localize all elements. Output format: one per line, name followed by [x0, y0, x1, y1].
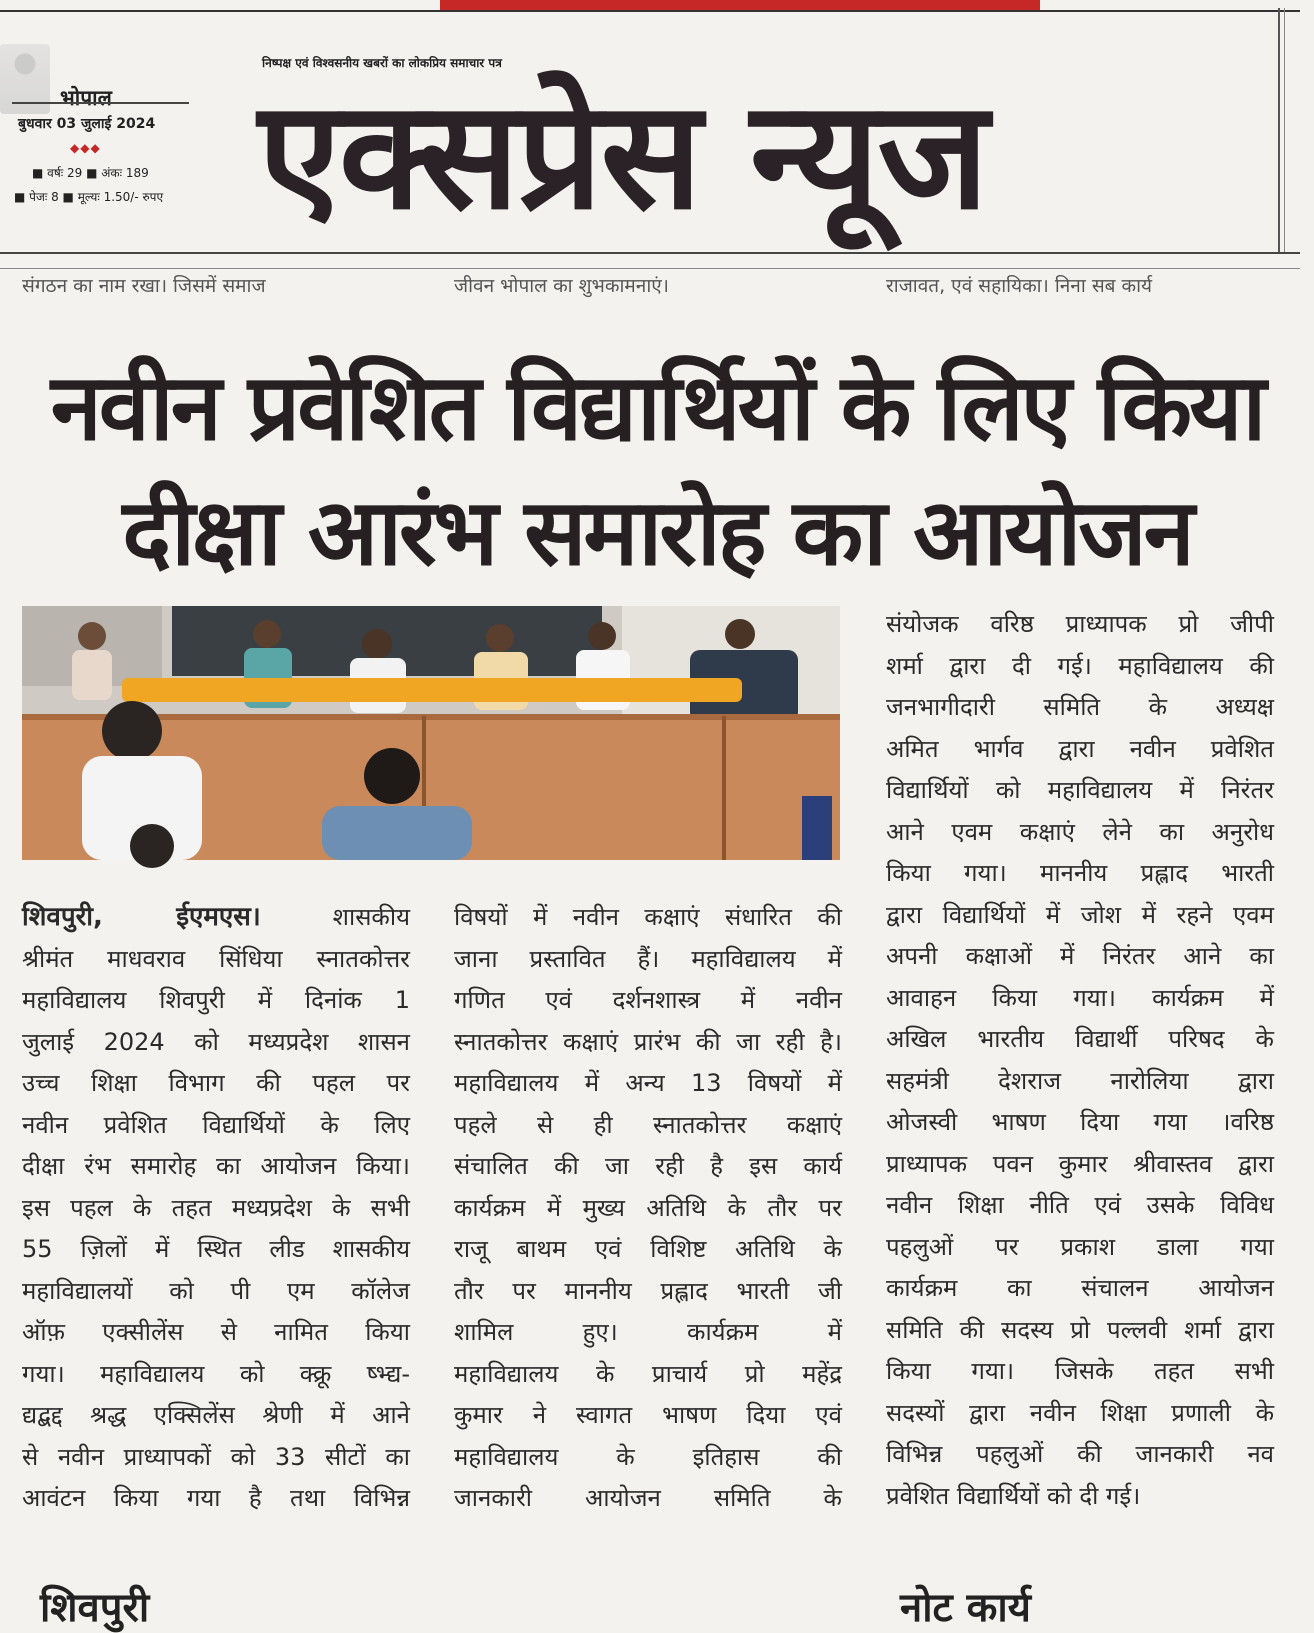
article-line: पहले से ही स्नातकोत्तर कक्षाएं [454, 1110, 842, 1139]
article-line: महाविद्यालय के इतिहास की [454, 1442, 842, 1471]
article-line: उच्च शिक्षा विभाग की पहल पर [22, 1069, 410, 1097]
article-line: आवाहन किया गया। कार्यक्रम में [886, 983, 1274, 1012]
masthead-bottom-rule-thin [0, 268, 1300, 269]
event-photo [22, 606, 840, 860]
article-line: विषयों में नवीन कक्षाएं संधारित की [454, 903, 842, 931]
article-line: नवीन प्रवेशित विद्यार्थियों के लिए [22, 1110, 410, 1139]
event-photo-illustration [22, 606, 840, 860]
pages-price: ■ पेजः 8 ■ मूल्यः 1.50/- रुपए [14, 190, 164, 204]
article-line: विभिन्न पहलुओं की जानकारी नव [886, 1440, 1274, 1468]
article-dateline: शिवपुरी, ईएमएस। [22, 902, 261, 932]
article-line: जनभागीदारी समिति के अध्यक्ष [886, 693, 1274, 721]
article-line: किया गया। जिसके तहत सभी [886, 1357, 1274, 1385]
article-line: महाविद्यालयों को पी एम कॉलेज [22, 1276, 410, 1305]
article-line: अपनी कक्षाओं में निरंतर आने का [886, 942, 1274, 970]
article-line: द्यद्बद्द श्रद्ध एक्सिलेंस श्रेणी में आने [22, 1401, 410, 1429]
article-line: गया। महाविद्यालय को क्क्रू ष्भ्द्य- [22, 1359, 410, 1388]
article-line: ऑफ़ एक्सीलेंस से नामित किया [22, 1318, 410, 1346]
edition-city: भोपाल [60, 86, 112, 110]
article-column-1 [22, 897, 410, 1520]
article-line: शामिल हुए। कार्यक्रम में [454, 1318, 842, 1346]
article-line: सहमंत्री देशराज नारोलिया द्वारा [886, 1066, 1274, 1095]
article-line: ओजस्वी भाषण दिया गया ।वरिष्ठ [886, 1108, 1274, 1136]
article-line: से नवीन प्राध्यापकों को 33 सीटों का [22, 1442, 410, 1471]
article-line: विद्यार्थियों को महाविद्यालय में निरंतर [886, 776, 1274, 804]
article-line: प्राध्यापक पवन कुमार श्रीवास्तव द्वारा [886, 1149, 1274, 1178]
article-line: कार्यक्रम का संचालन आयोजन [886, 1274, 1274, 1302]
article-line: आने एवम कक्षाएं लेने का अनुरोध [886, 817, 1274, 846]
diamond-ornament: ◆◆◆ [70, 141, 101, 155]
next-headline-cut-right: नोट कार्य [900, 1585, 1031, 1631]
article-line: नवीन शिक्षा नीति एवं उसके विविध [886, 1191, 1274, 1219]
article-line: द्वारा विद्यार्थियों में जोश में रहने एवम [886, 900, 1274, 929]
tagline: निष्पक्ष एवं विश्वसनीय खबरों का लोकप्रिय समाचार पत्र [262, 56, 502, 70]
article-line: अखिल भारतीय विद्यार्थी परिषद के [886, 1025, 1274, 1053]
edition-date: बुधवार 03 जुलाई 2024 [18, 116, 156, 132]
article-line: स्नातकोत्तर कक्षाएं प्रारंभ की जा रही है। [454, 1027, 842, 1056]
newspaper-name: एक्सप्रेस न्यूज [258, 69, 987, 243]
cutoff-text-right: राजावत, एवं सहायिका। निना सब कार्य [886, 275, 1153, 297]
top-red-strip [440, 0, 1040, 10]
headline-line-1: नवीन प्रवेशित विद्यार्थियों के लिए किया [50, 354, 1264, 461]
article-line: प्रवेशित विद्यार्थियों को दी गई। [886, 1481, 1141, 1510]
article-line: जुलाई 2024 को मध्यप्रदेश शासन [22, 1027, 410, 1056]
article-line: श्रीमंत माधवराव सिंधिया स्नातकोत्तर [22, 944, 410, 973]
article-line: जाना प्रस्तावित हैं। महाविद्यालय में [454, 944, 842, 973]
cutoff-text-middle: जीवन भोपाल का शुभकामनाएं। [454, 275, 669, 297]
article-column-2 [454, 897, 842, 1520]
article-line: संचालित की जा रही है इस कार्य [454, 1152, 842, 1180]
article-column-3 [886, 604, 1274, 1517]
right-rule-thin [1284, 8, 1285, 253]
right-rule [1278, 8, 1280, 253]
article-line: गणित एवं दर्शनशास्त्र में नवीन [454, 986, 842, 1014]
article-line: इस पहल के तहत मध्यप्रदेश के सभी [22, 1193, 410, 1222]
year-issue: ■ वर्षः 29 ■ अंकः 189 [32, 166, 149, 180]
next-headline-cut-left: शिवपुरी [40, 1585, 150, 1631]
headline-line-2: दीक्षा आरंभ समारोह का आयोजन [122, 479, 1192, 586]
cutoff-text-left: संगठन का नाम रखा। जिसमें समाज [22, 275, 266, 297]
article-line: राजू बाथम एवं विशिष्ट अतिथि के [454, 1235, 842, 1263]
article-line: महाविद्यालय शिवपुरी में दिनांक 1 [22, 986, 410, 1014]
article-line: 55 ज़िलों में स्थित लीड शासकीय [22, 1235, 410, 1263]
article-line: कार्यक्रम में मुख्य अतिथि के तौर पर [454, 1193, 842, 1222]
article-line: तौर पर माननीय प्रह्लाद भारती जी [454, 1276, 842, 1305]
article-line: संयोजक वरिष्ठ प्राध्यापक प्रो जीपी [886, 610, 1274, 638]
article-line: जानकारी आयोजन समिति के [454, 1484, 842, 1512]
top-rule [0, 10, 1300, 12]
article-line: दीक्षा रंभ समारोह का आयोजन किया। [22, 1152, 410, 1180]
article-line: समिति की सदस्य प्रो पल्लवी शर्मा द्वारा [886, 1315, 1274, 1344]
article-line: अमित भार्गव द्वारा नवीन प्रवेशित [886, 734, 1274, 763]
masthead-bottom-rule [0, 252, 1300, 254]
article-line: महाविद्यालय के प्राचार्य प्रो महेंद्र [454, 1359, 842, 1388]
article-line: महाविद्यालय में अन्य 13 विषयों में [454, 1069, 842, 1097]
date-rule [12, 102, 189, 104]
article-line: सदस्यों द्वारा नवीन शिक्षा प्रणाली के [886, 1398, 1274, 1427]
article-line: शिवपुरी, ईएमएस। शासकीय [22, 902, 410, 932]
article-line: कुमार ने स्वागत भाषण दिया एवं [454, 1401, 842, 1429]
masthead [0, 14, 1314, 264]
article-line: किया गया। माननीय प्रह्लाद भारती [886, 859, 1274, 887]
article-line: शर्मा द्वारा दी गई। महाविद्यालय की [886, 651, 1274, 680]
article-line: पहलुओं पर प्रकाश डाला गया [886, 1232, 1274, 1261]
article-line: आवंटन किया गया है तथा विभिन्न [22, 1484, 410, 1512]
